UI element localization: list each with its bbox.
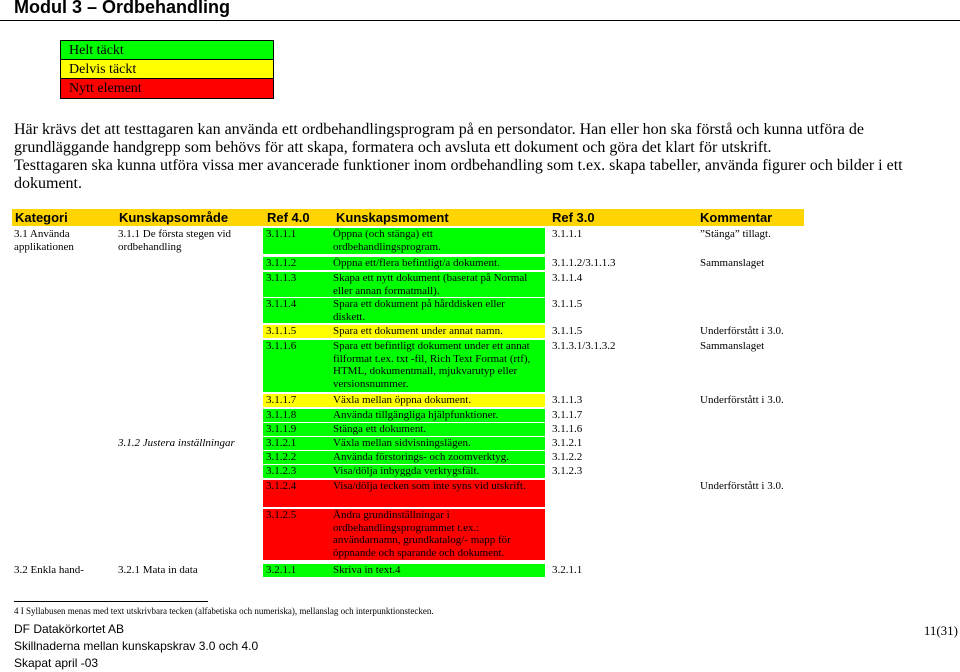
- intro-paragraph-1: Här krävs det att testtagaren kan använda ett ordbehandlingsprogram på en persondator. Han eller hon ska förstå och kunna utföra de grundläggande handgrepp som behövs för att skapa, formatera och avsluta ett dokument och göra det klart för utskrift.: [14, 121, 864, 156]
- row-ref30: 3.1.2.2: [552, 451, 583, 463]
- row-moment: Använda tillgängliga hjälpfunktioner.: [333, 409, 499, 421]
- row-moment: Spara ett dokument under annat namn.: [333, 325, 503, 337]
- row-moment: Öppna ett/flera befintligt/a dokument.: [333, 257, 500, 269]
- row-ref30: 3.1.1.4: [552, 272, 583, 284]
- row-moment: Skriva in text.4: [333, 564, 401, 576]
- row-ref40: 3.1.1.5: [266, 325, 297, 337]
- row-ref30: 3.1.2.3: [552, 465, 583, 477]
- row-ref30: 3.1.1.2/3.1.1.3: [552, 257, 616, 269]
- row-moment: Spara ett dokument på hårddisken eller diskett.: [333, 298, 505, 323]
- legend-item-full: [61, 41, 273, 60]
- header-ref40: Ref 4.0: [267, 210, 310, 225]
- header-kategori: Kategori: [15, 210, 68, 225]
- intro-paragraph-2: Testtagaren ska kunna utföra vissa mer avancerade funktioner inom ordbehandling som t.ex. skapa tabeller, använda figurer och bilder i ett dokument.: [14, 157, 903, 192]
- header-ref30: Ref 3.0: [552, 210, 595, 225]
- row-ref40: 3.1.2.4: [266, 480, 297, 492]
- row-ref40: 3.1.2.2: [266, 451, 297, 463]
- color-legend: [60, 40, 274, 99]
- row-ref30: 3.1.1.1: [552, 228, 583, 240]
- page-number: 11(31): [923, 623, 958, 638]
- row-ref40: 3.1.1.2: [266, 257, 297, 269]
- row-ref30: 3.1.1.3: [552, 394, 583, 406]
- row-moment: Spara ett befintligt dokument under ett annat filformat t.ex. txt -fil, Rich Text Format (rtf), HTML, dokumentmall, mjukvarutyp eller versionsnummer.: [333, 340, 531, 390]
- row-comment: Sammanslaget: [700, 340, 765, 352]
- title-divider: [0, 20, 960, 21]
- row-ref40: 3.1.1.6: [266, 340, 297, 352]
- footnote-divider: [14, 601, 208, 602]
- row-ref30: 3.1.1.6: [552, 423, 583, 435]
- row-ref40: 3.1.2.5: [266, 509, 297, 521]
- legend-label-new: Nytt element: [69, 81, 142, 96]
- footer-date: Skapat april -03: [14, 656, 99, 670]
- row-comment: Underförstått i 3.0.: [700, 325, 784, 337]
- row-ref40: 3.1.1.7: [266, 394, 297, 406]
- row-ref40: 3.1.1.9: [266, 423, 297, 435]
- footer-organization: DF Datakörkortet AB: [14, 622, 125, 636]
- area-label: 3.1.1 De första stegen vid ordbehandling: [118, 228, 232, 253]
- row-moment: Använda förstorings- och zoomverktyg.: [333, 451, 509, 463]
- row-comment: ”Stänga” tillagt.: [700, 228, 771, 240]
- row-ref40: 3.1.1.8: [266, 409, 297, 421]
- row-ref30: 3.1.1.7: [552, 409, 583, 421]
- area-label: 3.2.1 Mata in data: [118, 564, 198, 576]
- intro-text: [14, 121, 954, 193]
- row-moment: Visa/dölja inbyggda verktygsfält.: [333, 465, 480, 477]
- row-ref30: 3.2.1.1: [552, 564, 583, 576]
- footnote: 4 I Syllabusen menas med text utskrivbara tecken (alfabetiska och numeriska), mellanslag och interpunktionstecken.: [14, 606, 434, 616]
- row-moment: Visa/dölja tecken som inte syns vid utskrift.: [333, 480, 526, 492]
- row-moment: Ändra grundinställningar i ordbehandlingsprogrammet t.ex.: användarnamn, grundkatalog/- mapp för öppnande och sparande och dokument.: [333, 509, 511, 559]
- header-kunskapsomrade: Kunskapsområde: [119, 210, 229, 225]
- row-ref40: 3.2.1.1: [266, 564, 297, 576]
- row-ref30: 3.1.2.1: [552, 437, 583, 449]
- area-label: 3.1.2 Justera inställningar: [118, 437, 235, 449]
- header-kommentar: Kommentar: [700, 210, 773, 225]
- row-moment: Öppna (och stänga) ett ordbehandlingsprogram.: [333, 228, 441, 253]
- page-footer: [14, 621, 258, 672]
- row-ref40: 3.1.1.4: [266, 298, 297, 310]
- page-title: Modul 3 – Ordbehandling: [14, 0, 230, 17]
- footer-document-title: Skillnaderna mellan kunskapskrav 3.0 och 4.0: [14, 639, 259, 653]
- row-comment: Underförstått i 3.0.: [700, 480, 784, 492]
- row-moment: Skapa ett nytt dokument (baserat på Normal eller annan formatmall).: [333, 272, 528, 297]
- legend-item-new: [61, 79, 273, 98]
- category-label: 3.2 Enkla hand-: [14, 564, 84, 576]
- row-ref30: 3.1.1.5: [552, 325, 583, 337]
- row-ref40: 3.1.1.1: [266, 228, 297, 240]
- row-comment: Underförstått i 3.0.: [700, 394, 784, 406]
- header-kunskapsmoment: Kunskapsmoment: [336, 210, 449, 225]
- row-ref40: 3.1.2.3: [266, 465, 297, 477]
- category-label: 3.1 Använda applikationen: [14, 228, 74, 253]
- row-moment: Stänga ett dokument.: [333, 423, 427, 435]
- row-comment: Sammanslaget: [700, 257, 765, 269]
- table-header: [12, 209, 804, 226]
- row-moment: Växla mellan öppna dokument.: [333, 394, 472, 406]
- legend-label-partial: Delvis täckt: [69, 62, 137, 77]
- row-moment: Växla mellan sidvisningslägen.: [333, 437, 471, 449]
- row-ref30: 3.1.3.1/3.1.3.2: [552, 340, 616, 352]
- row-ref30: 3.1.1.5: [552, 298, 583, 310]
- legend-item-partial: [61, 60, 273, 79]
- row-ref40: 3.1.1.3: [266, 272, 297, 284]
- row-ref40: 3.1.2.1: [266, 437, 297, 449]
- legend-label-full: Helt täckt: [69, 43, 124, 58]
